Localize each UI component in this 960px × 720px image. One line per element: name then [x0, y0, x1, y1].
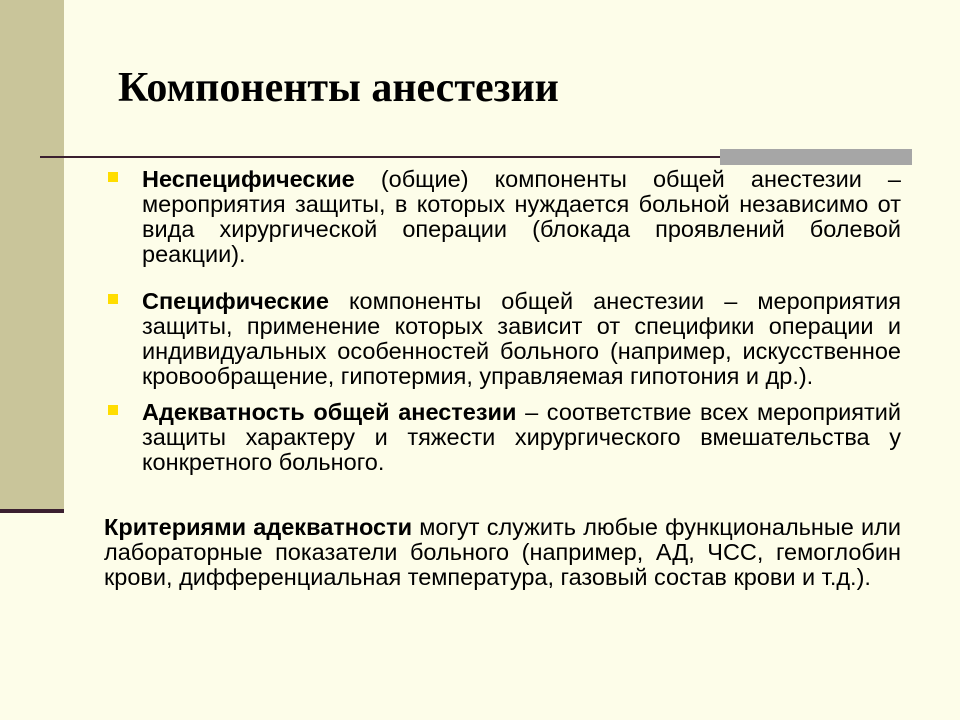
bullet-term: Специфические — [142, 288, 329, 314]
bullet-adequacy — [104, 400, 901, 475]
bullet-list — [104, 167, 901, 475]
bullet-specific — [104, 289, 901, 389]
bullet-text: – соответствие всех мероприятий защиты характеру и тяжести хирургического вмешательства у конкретного больного. — [142, 399, 902, 475]
side-band — [0, 0, 64, 512]
slide-title: Компоненты анестезии — [118, 65, 559, 111]
square-bullet-icon — [108, 405, 118, 415]
bullet-nonspecific — [104, 167, 901, 267]
criteria-paragraph — [104, 515, 901, 590]
square-bullet-icon — [108, 172, 118, 182]
square-bullet-icon — [108, 294, 118, 304]
title-accent-bar — [720, 149, 912, 165]
bullet-term: Неспецифические — [142, 166, 355, 192]
criteria-text: могут служить любые функциональные или лабораторные показатели больного (например, АД, ЧСС, гемоглобин крови, дифференциальная температура, газовый состав крови и т.д.). — [104, 514, 901, 590]
side-rule — [0, 509, 64, 513]
criteria-term: Критериями адекватности — [104, 514, 413, 540]
bullet-term: Адекватность общей анестезии — [142, 399, 517, 425]
bullet-text: компоненты общей анестезии – мероприятия защиты, применение которых зависит от специфики операции и индивидуальных особенностей больного (например, искусственное кровообращение, гипотермия, управляемая гипотония и др.). — [142, 288, 901, 389]
bullet-text: (общие) компоненты общей анестезии – мероприятия защиты, в которых нуждается больной независимо от вида хирургической операции (блокада проявлений болевой реакции). — [142, 166, 901, 267]
